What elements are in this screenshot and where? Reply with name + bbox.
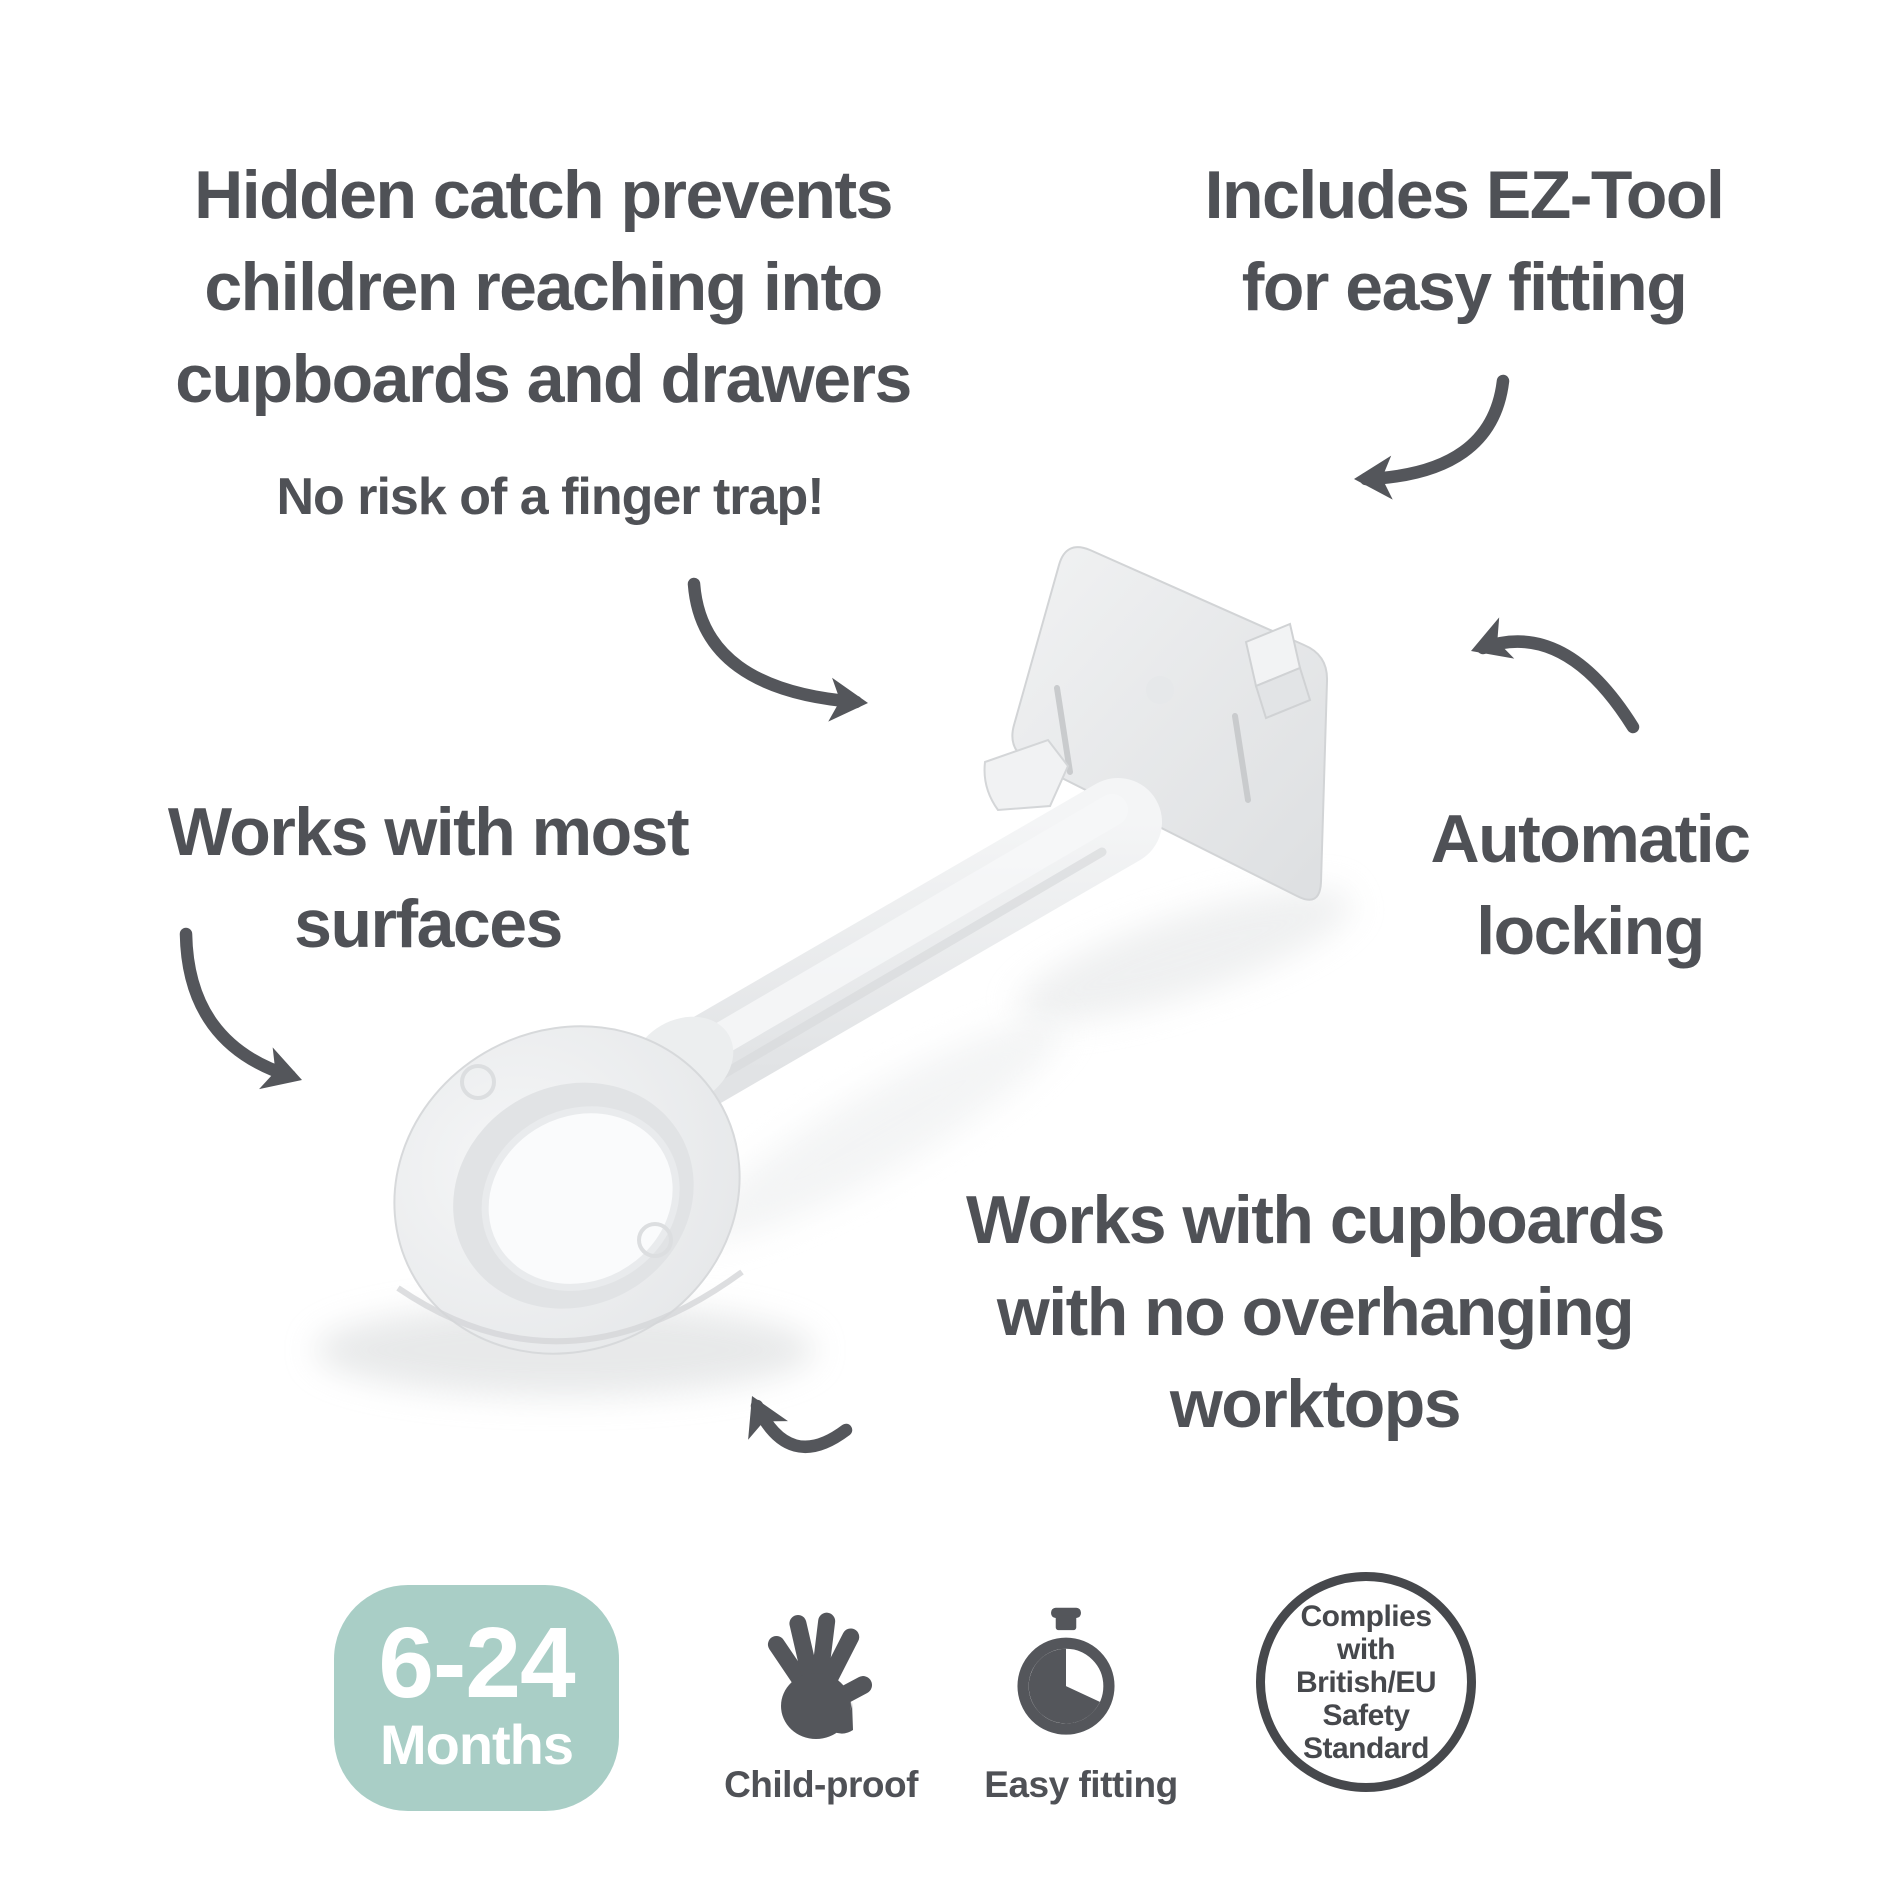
headline-line: worktops: [1169, 1366, 1461, 1442]
compliance-line: Complies: [1300, 1599, 1432, 1633]
curved-arrow-ez-tool: [1353, 381, 1503, 501]
headline-automatic-locking: [1290, 793, 1890, 977]
childproof-badge: [756, 1608, 876, 1744]
headline-line: for easy fitting: [1241, 249, 1687, 325]
headline-line: Works with cupboards: [966, 1182, 1664, 1258]
headline-surfaces: [128, 786, 728, 970]
headline-line: locking: [1476, 893, 1704, 969]
compliance-seal: [1256, 1572, 1476, 1792]
curved-arrow-to-plate-top: [694, 584, 870, 725]
headline-line: Works with most: [167, 794, 689, 870]
stopwatch-icon: [1010, 1600, 1122, 1748]
headline-cupboards: [915, 1174, 1715, 1450]
compliance-line: British/EU: [1295, 1665, 1437, 1699]
latch-tab: [985, 740, 1068, 810]
headline-line: children reaching into: [204, 249, 882, 325]
age-range-value: 6-24: [378, 1607, 575, 1719]
headline-hidden-catch: [93, 149, 993, 425]
headline-line: Automatic: [1430, 801, 1750, 877]
headline-line: with no overhanging: [996, 1274, 1634, 1350]
curved-arrow-automatic-locking: [1463, 617, 1633, 727]
compliance-line: Safety: [1322, 1698, 1410, 1732]
compliance-text: [1296, 1600, 1436, 1765]
compliance-line: Standard: [1302, 1731, 1430, 1765]
headline-line: Hidden catch prevents: [194, 157, 892, 233]
compliance-line: with: [1337, 1632, 1395, 1666]
headline-line: cupboards and drawers: [175, 341, 911, 417]
age-range-unit: Months: [379, 1713, 574, 1776]
hand-icon: [756, 1608, 876, 1744]
easy-fitting-badge: [1010, 1600, 1122, 1748]
subheadline-finger-trap: No risk of a finger trap!: [276, 468, 824, 526]
age-range-badge: [334, 1585, 619, 1811]
curved-arrow-worktops: [732, 1387, 846, 1447]
childproof-label: Child-proof: [724, 1764, 918, 1805]
headline-line: surfaces: [294, 886, 562, 962]
easy-fitting-label: Easy fitting: [984, 1764, 1178, 1805]
headline-ez-tool: [1114, 149, 1814, 333]
headline-line: Includes EZ-Tool: [1204, 157, 1724, 233]
